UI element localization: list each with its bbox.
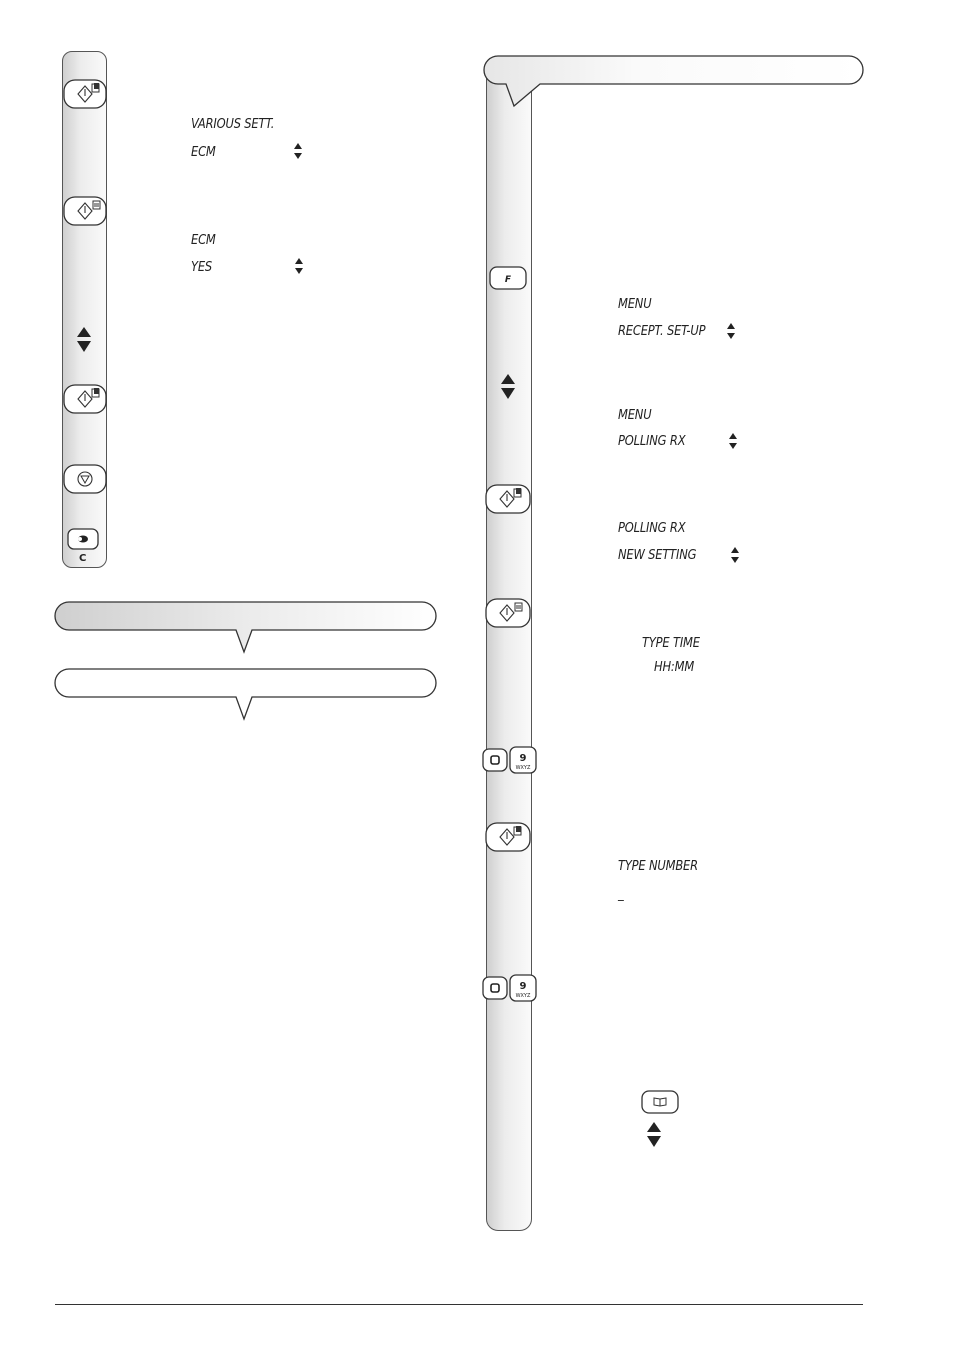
start-copy-key[interactable] bbox=[485, 822, 531, 852]
lcd-ecm-2: ECM bbox=[191, 232, 216, 248]
start-copy-key[interactable] bbox=[485, 598, 531, 628]
numeric-key-0[interactable] bbox=[482, 976, 508, 1000]
lcd-various-sett: VARIOUS SETT. bbox=[191, 116, 275, 132]
lcd-new-setting: NEW SETTING bbox=[618, 547, 697, 563]
speech-bubble bbox=[54, 667, 438, 722]
function-key[interactable] bbox=[489, 266, 527, 290]
numeric-key-9[interactable] bbox=[509, 746, 537, 774]
start-copy-key[interactable] bbox=[485, 484, 531, 514]
lcd-type-time: TYPE TIME bbox=[642, 635, 700, 651]
lcd-ecm: ECM bbox=[191, 144, 216, 160]
numeric-key-9[interactable] bbox=[509, 974, 537, 1002]
start-copy-key[interactable] bbox=[63, 79, 107, 109]
start-copy-key[interactable] bbox=[63, 384, 107, 414]
scroll-arrows-key[interactable] bbox=[646, 1122, 662, 1147]
phonebook-key[interactable] bbox=[641, 1090, 679, 1114]
stop-key[interactable] bbox=[63, 464, 107, 494]
scroll-arrows-key[interactable] bbox=[500, 374, 516, 399]
speech-bubble bbox=[54, 600, 438, 655]
up-down-indicator-icon bbox=[730, 547, 740, 563]
c-key-label: C bbox=[79, 553, 87, 564]
up-down-indicator-icon bbox=[293, 143, 303, 159]
up-down-indicator-icon bbox=[726, 323, 736, 339]
nine-label: 9 bbox=[519, 753, 527, 764]
wxyz-label: WXYZ bbox=[515, 765, 531, 771]
lcd-polling-rx: POLLING RX bbox=[618, 433, 686, 449]
lcd-menu: MENU bbox=[618, 296, 652, 312]
start-copy-key[interactable] bbox=[63, 196, 107, 226]
lcd-recept-set-up: RECEPT. SET-UP bbox=[618, 323, 706, 339]
speech-bubble bbox=[482, 54, 866, 110]
up-down-indicator-icon bbox=[728, 433, 738, 449]
numeric-key-0[interactable] bbox=[482, 748, 508, 772]
footer-rule bbox=[55, 1304, 863, 1305]
lcd-hhmm: HH:MM bbox=[654, 659, 695, 675]
c-key[interactable] bbox=[67, 528, 99, 550]
lcd-yes: YES bbox=[191, 259, 213, 275]
right-key-strip bbox=[486, 60, 532, 1231]
lcd-menu-2: MENU bbox=[618, 407, 652, 423]
scroll-arrows-key[interactable] bbox=[76, 327, 92, 352]
lcd-type-number: TYPE NUMBER bbox=[618, 858, 698, 874]
function-key-label: F bbox=[504, 275, 512, 285]
wxyz-label: WXYZ bbox=[515, 993, 531, 999]
lcd-polling-rx-2: POLLING RX bbox=[618, 520, 686, 536]
up-down-indicator-icon bbox=[294, 258, 304, 274]
nine-label: 9 bbox=[519, 981, 527, 992]
lcd-cursor: _ bbox=[618, 886, 624, 902]
